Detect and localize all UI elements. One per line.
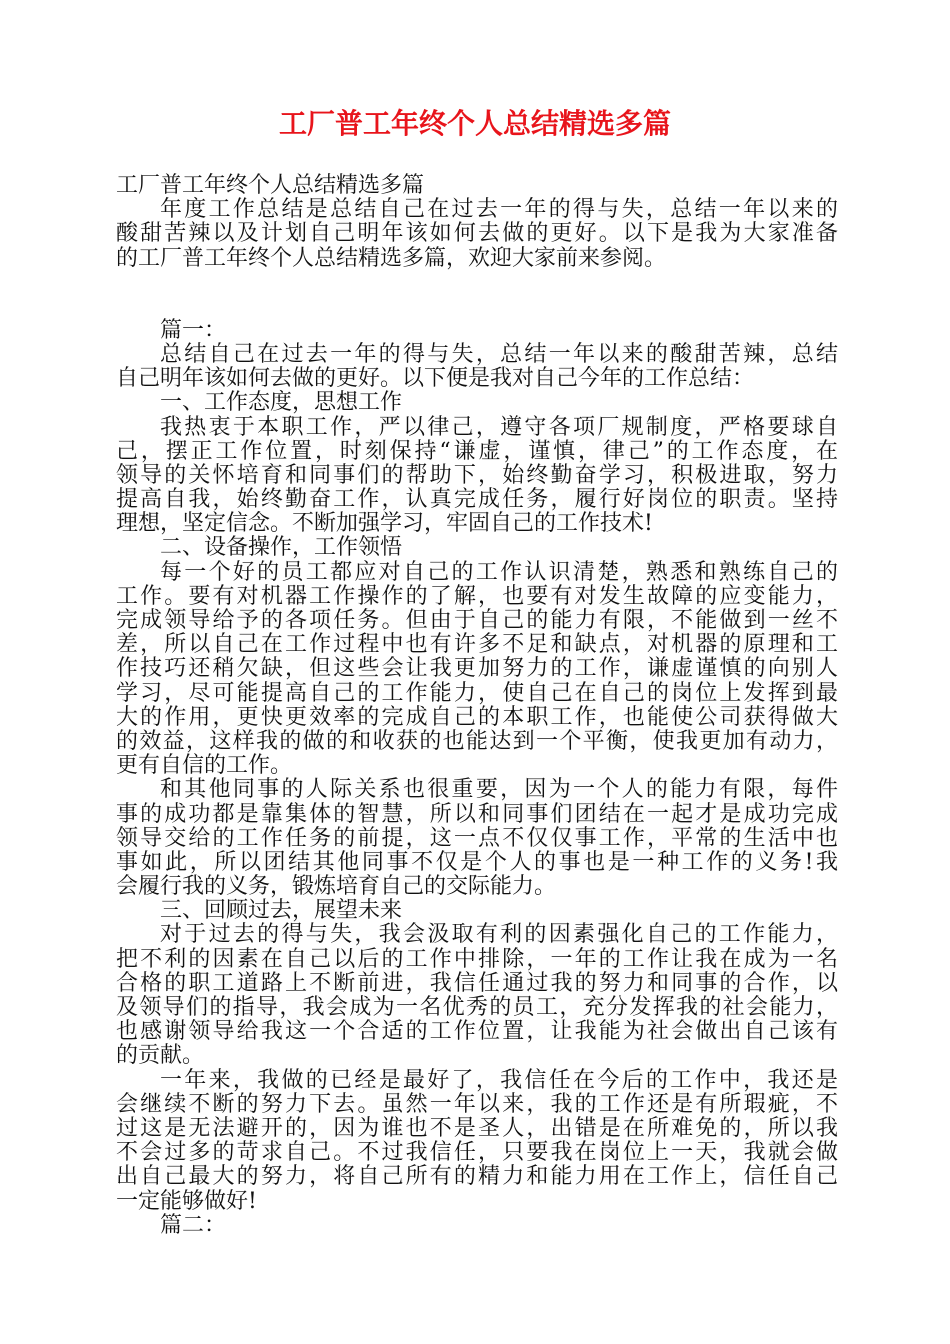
text-line: 出自己最大的努力，将自己所有的精力和能力用在工作上，信任自己 [116,1164,838,1190]
text-line: 作技巧还稍欠缺，但这些会让我更加努力的工作，谦虚谨慎的向别人 [116,656,838,682]
text-line: 的工厂普工年终个人总结精选多篇，欢迎大家前来参阅。 [116,245,667,271]
text-line: 每一个好的员工都应对自己的工作认识清楚，熟悉和熟练自己的 [160,559,838,585]
text-line: 一定能够做好! [116,1188,257,1214]
text-line: 己，摆正工作位置，时刻保持“谦虚，谨慎，律己”的工作态度，在 [116,438,838,464]
text-line: 一年来，我做的已经是最好了，我信任在今后的工作中，我还是 [160,1067,838,1093]
text-line: 一、工作态度，思想工作 [160,390,403,416]
text-line: 总结自己在过去一年的得与失，总结一年以来的酸甜苦辣，总结 [160,341,838,367]
text-line: 年度工作总结是总结自己在过去一年的得与失，总结一年以来的 [160,197,838,223]
document-body [116,174,838,1238]
text-line: 大的作用，更快更效率的完成自己的本职工作，也能使公司获得做大 [116,704,838,730]
text-line: 过这是无法避开的，因为谁也不是圣人，出错是在所难免的，所以我 [116,1115,838,1141]
document-title: 工厂普工年终个人总结精选多篇 [278,107,671,140]
text-line: 合格的职工道路上不断前进，我信任通过我的努力和同事的合作，以 [116,970,838,996]
text-line: 领导的关怀培育和同事们的帮助下，始终勤奋学习，积极进取，努力 [116,462,838,488]
text-line: 酸甜苦辣以及计划自己明年该如何去做的更好。以下是我为大家准备 [116,221,838,247]
text-line: 和其他同事的人际关系也很重要，因为一个人的能力有限，每件 [160,777,838,803]
text-line: 篇二： [160,1212,227,1238]
text-line: 篇一： [160,317,227,343]
text-line: 事如此，所以团结其他同事不仅是个人的事也是一种工作的义务!我 [116,849,838,875]
text-line: 学习，尽可能提高自己的工作能力，使自己在自己的岗位上发挥到最 [116,680,838,706]
text-line: 我热衷于本职工作，严以律己，遵守各项厂规制度，严格要球自 [160,414,838,440]
text-line: 理想，坚定信念。不断加强学习，牢固自己的工作技术! [116,511,653,537]
text-line: 领导交给的工作任务的前提，这一点不仅仅事工作，平常的生活中也 [116,825,838,851]
text-line: 二、设备操作，工作领悟 [160,535,403,561]
text-line: 会履行我的义务，锻炼培育自己的交际能力。 [116,874,557,900]
text-line: 不会过多的苛求自己。不过我信任，只要我在岗位上一天，我就会做 [116,1140,838,1166]
text-line: 自己明年该如何去做的更好。以下便是我对自己今年的工作总结： [116,366,755,392]
text-line: 差，所以自己在工作过程中也有许多不足和缺点，对机器的原理和工 [116,632,838,658]
text-line: 更有自信的工作。 [116,753,293,779]
text-line: 也感谢领导给我这一个合适的工作位置，让我能为社会做出自己该有 [116,1019,838,1045]
blank-line [116,271,838,319]
text-line: 工厂普工年终个人总结精选多篇 [116,173,425,198]
text-line: 工作。要有对机器工作操作的了解，也要有对发生故障的应变能力， [116,583,838,609]
text-line: 及领导们的指导，我会成为一名优秀的员工，充分发挥我的社会能力， [116,995,838,1020]
text-line: 提高自我，始终勤奋工作，认真完成任务，履行好岗位的职责。坚持 [116,487,838,513]
text-line: 把不利的因素在自己以后的工作中排除，一年的工作让我在成为一名 [116,946,838,972]
text-line: 会继续不断的努力下去。虽然一年以来，我的工作还是有所瑕疵，不 [116,1091,838,1117]
text-line: 三、回顾过去，展望未来 [160,898,403,924]
text-line: 事的成功都是靠集体的智慧，所以和同事们团结在一起才是成功完成 [116,801,838,827]
text-line: 完成领导给予的各项任务。但由于自己的能力有限，不能做到一丝不 [116,608,838,633]
text-line: 的效益，这样我的做的和收获的也能达到一个平衡，使我更加有动力， [116,728,838,754]
text-line: 的贡献。 [116,1043,205,1069]
text-line: 对于过去的得与失，我会汲取有利的因素强化自己的工作能力， [160,922,838,948]
